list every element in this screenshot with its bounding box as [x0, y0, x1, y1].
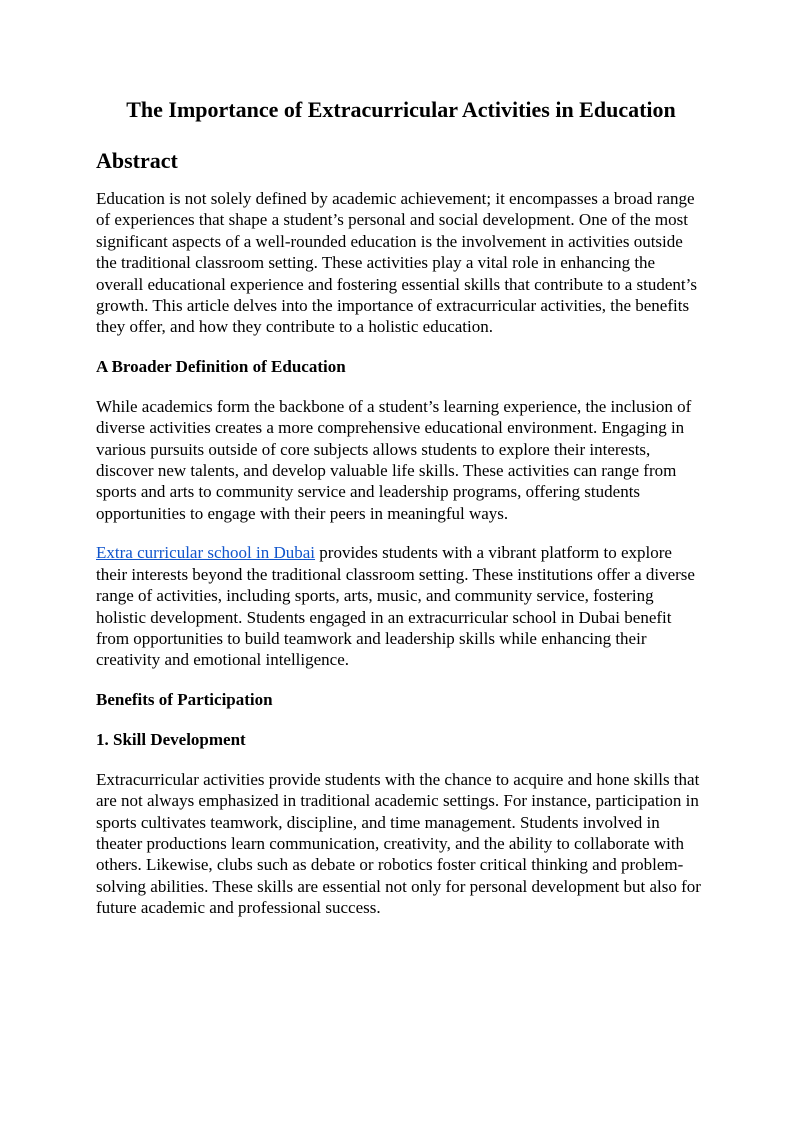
- abstract-heading: Abstract: [96, 148, 178, 173]
- dubai-paragraph-text: provides students with a vibrant platform to explore their interests beyond the traditional classroom setting. These institutions offer a diverse range of activities, including sports, arts, music, and community service, fostering holistic development. Students engaged in an extracurricular school in Dubai benefit from opportunities to build teamwork and leadership skills while enhancing their creativity and emotional intelligence.: [96, 543, 695, 670]
- dubai-school-link[interactable]: Extra curricular school in Dubai: [96, 543, 316, 563]
- skill-development-heading: 1. Skill Development: [96, 729, 246, 749]
- dubai-paragraph: [96, 542, 706, 670]
- skill-development-paragraph: Extracurricular activities provide students with the chance to acquire and hone skills that are not always emphasized in traditional academic settings. For instance, participation in sports cultivates teamwork, discipline, and time management. Students involved in theater productions learn communication, creativity, and the ability to collaborate with others. Likewise, clubs such as debate or robotics foster critical thinking and problem-solving abilities. These skills are essential not only for personal development but also for future academic and professional success.: [96, 769, 701, 918]
- document-page: [96, 94, 706, 919]
- abstract-paragraph: Education is not solely defined by academic achievement; it encompasses a broad range of experiences that shape a student’s personal and social development. One of the most significant aspects of a well-rounded education is the involvement in activities outside the traditional classroom setting. These activities play a vital role in enhancing the overall educational experience and fostering essential skills that contribute to a student’s growth. This article delves into the importance of extracurricular activities, the benefits they offer, and how they contribute to a holistic education.: [96, 189, 697, 337]
- benefits-heading: Benefits of Participation: [96, 689, 273, 709]
- broader-definition-heading: A Broader Definition of Education: [96, 356, 346, 376]
- document-title: The Importance of Extracurricular Activities in Education: [126, 97, 676, 122]
- broader-definition-paragraph: While academics form the backbone of a student’s learning experience, the inclusion of diverse activities creates a more comprehensive educational environment. Engaging in various pursuits outside of core subjects allows students to explore their interests, discover new talents, and develop valuable life skills. These activities can range from sports and arts to community service and leadership programs, offering students opportunities to engage with their peers in meaningful ways.: [96, 396, 692, 523]
